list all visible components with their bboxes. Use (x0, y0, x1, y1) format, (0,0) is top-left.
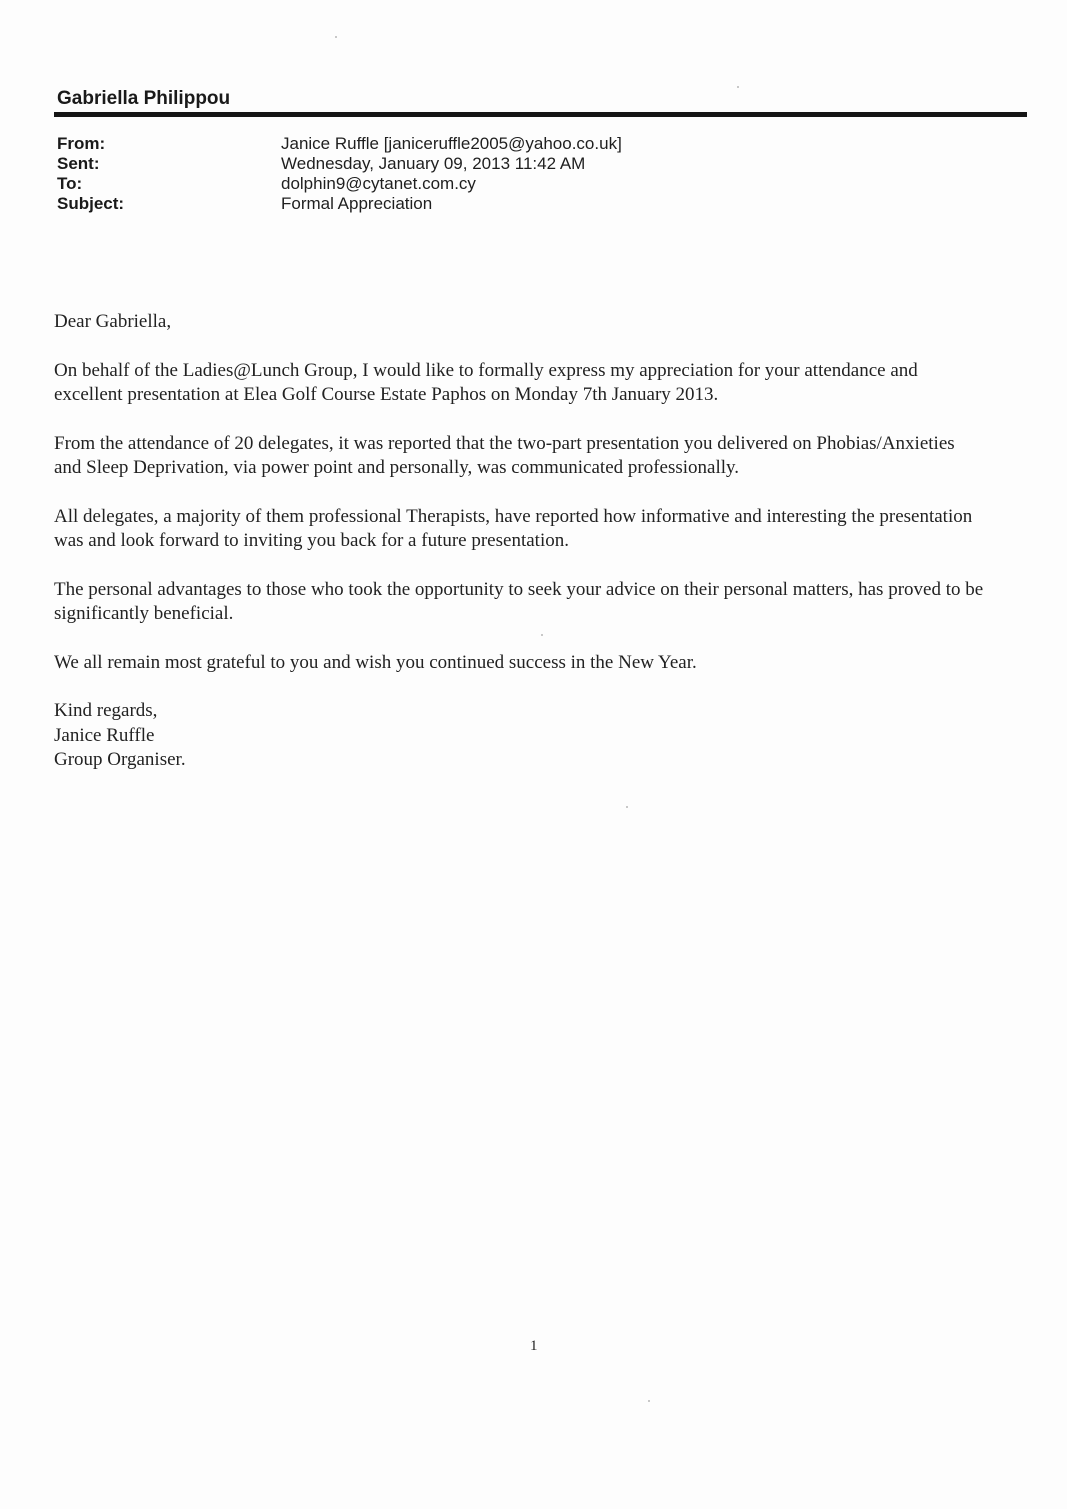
meta-row-sent (57, 154, 622, 174)
scan-speck (648, 1400, 650, 1402)
from-label: From: (57, 134, 106, 153)
letter-signature (54, 699, 984, 773)
letter-greeting: Dear Gabriella, (54, 311, 172, 332)
letter-paragraph: The personal advantages to those who took the opportunity to seek your advice on their personal matters, has proved to be significantly beneficial. (54, 578, 984, 624)
scan-speck (335, 36, 337, 38)
meta-row-to (57, 174, 622, 194)
header-name: Gabriella Philippou (57, 88, 231, 109)
closing: Kind regards, (54, 700, 158, 721)
scan-speck (541, 634, 543, 636)
letter-body (54, 310, 984, 773)
letter-paragraph: On behalf of the Ladies@Lunch Group, I would like to formally express my appreciation for your attendance and excellent presentation at Elea Golf Course Estate Paphos on Monday 7th January 2013. (54, 359, 918, 405)
email-meta (57, 134, 622, 214)
letter-paragraph: We all remain most grateful to you and wish you continued success in the New Year. (54, 651, 697, 673)
to-value: dolphin9@cytanet.com.cy (281, 174, 476, 193)
letter-paragraph: From the attendance of 20 delegates, it was reported that the two-part presentation you delivered on Phobias/Anxieties and Sleep Deprivation, via power point and personally, was communicated professionally. (54, 432, 955, 478)
sent-label: Sent: (57, 154, 100, 173)
signature-name: Janice Ruffle (54, 724, 155, 746)
page-number: 1 (530, 1338, 538, 1354)
letter-paragraph: All delegates, a majority of them professional Therapists, have reported how informative and interesting the presentation was and look forward to inviting you back for a future presentation. (54, 505, 973, 551)
from-value: Janice Ruffle [janiceruffle2005@yahoo.co.uk] (281, 134, 622, 153)
meta-row-from (57, 134, 622, 154)
signature-title: Group Organiser. (54, 749, 186, 770)
subject-label: Subject: (57, 194, 125, 213)
meta-row-subject (57, 194, 622, 214)
scan-speck (737, 86, 739, 88)
subject-value: Formal Appreciation (281, 194, 433, 213)
sent-value: Wednesday, January 09, 2013 11:42 AM (281, 154, 586, 173)
scan-speck (626, 806, 628, 808)
to-label: To: (57, 174, 83, 193)
header-divider (54, 112, 1027, 117)
